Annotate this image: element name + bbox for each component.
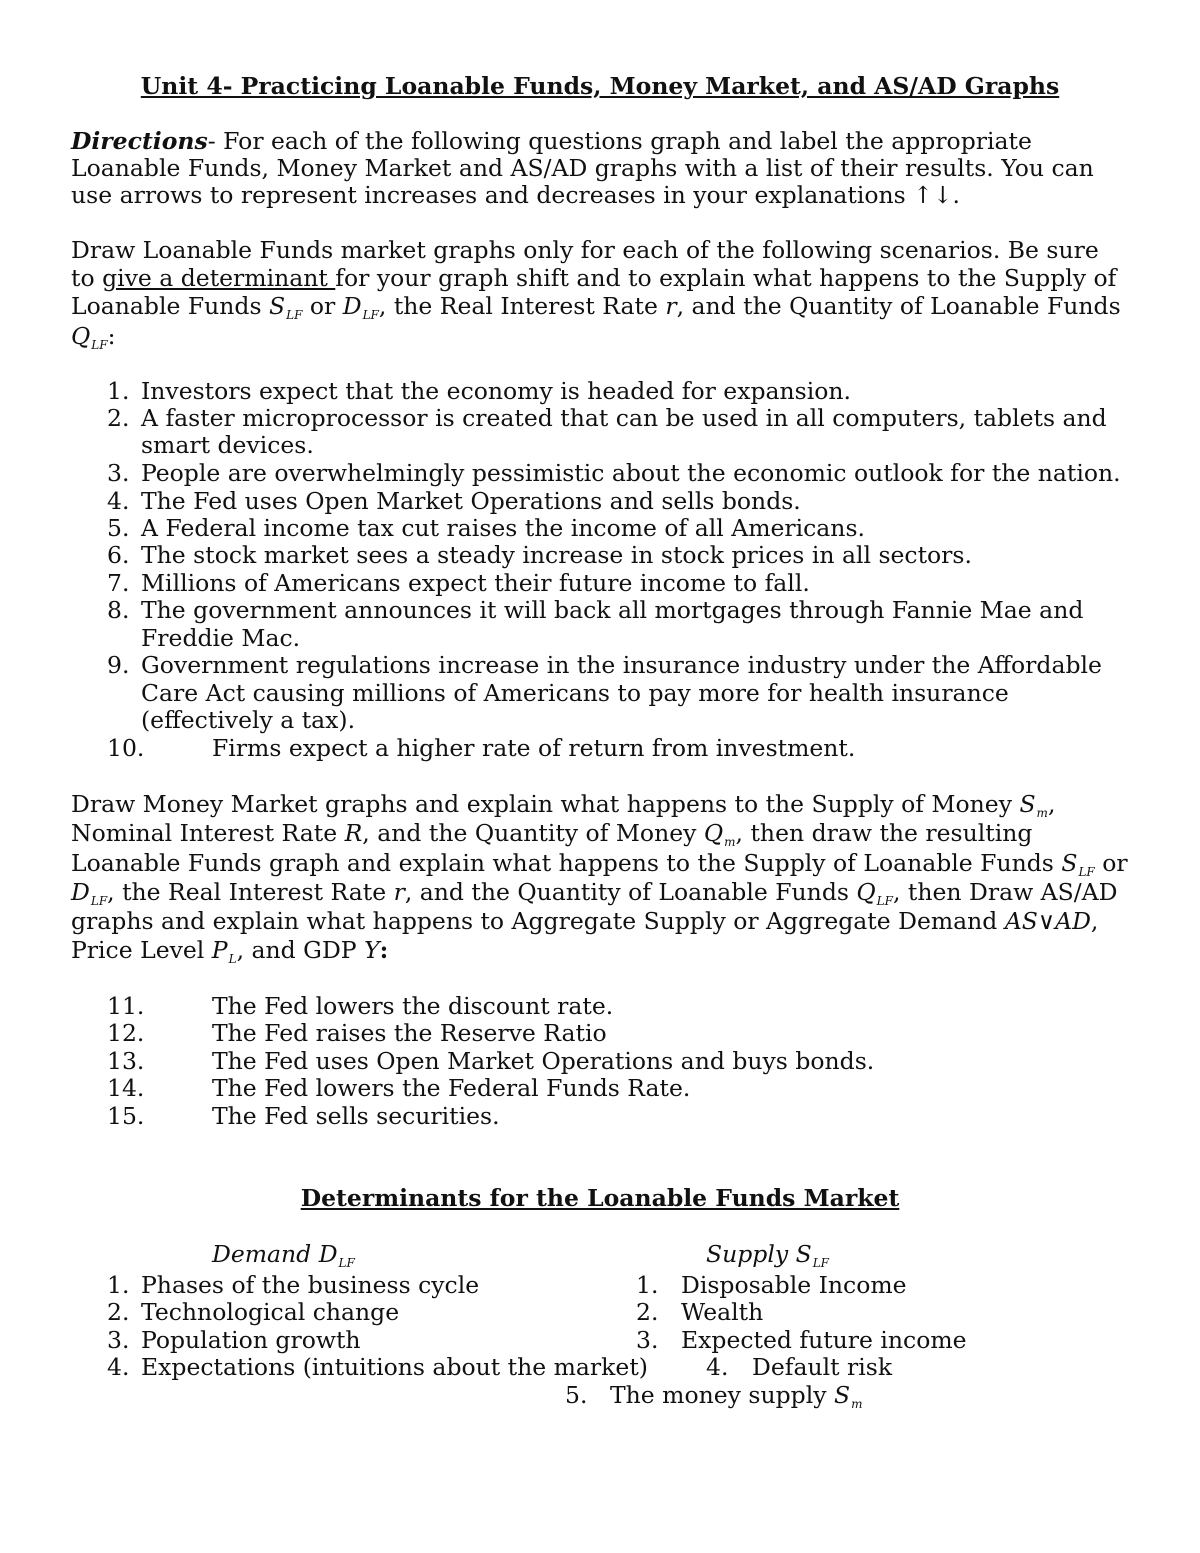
list-item-number: 2.: [107, 404, 130, 432]
subscript-lf: LF: [812, 1256, 829, 1270]
symbol-as-ad: AS∨AD: [1004, 907, 1091, 935]
list-item-number: 8.: [107, 596, 130, 624]
section1-text: :: [107, 322, 116, 350]
supply-label: Supply S: [706, 1240, 812, 1268]
section1-text: for your graph shift and to explain what happens to the Supply of: [335, 264, 1117, 292]
symbol-s: S: [1061, 849, 1078, 877]
demand-item-number: 3.: [107, 1326, 130, 1354]
supply-item-5: [610, 1381, 862, 1413]
demand-item: Technological change: [141, 1298, 400, 1326]
list-item-number: 6.: [107, 541, 130, 569]
supply-item: The money supply: [610, 1381, 834, 1409]
list-item-number: 3.: [107, 459, 130, 487]
list-item-continued: (effectively a tax).: [141, 706, 356, 734]
symbol-q: Q: [856, 878, 876, 906]
section1-text: or: [302, 292, 343, 320]
subscript-lf: LF: [91, 338, 108, 352]
section2-line-3: [71, 849, 1128, 881]
demand-label: Demand D: [212, 1240, 338, 1268]
supply-item-number: 4.: [706, 1353, 729, 1381]
section2-line-4: [71, 878, 1117, 910]
list-item: The Fed uses Open Market Operations and buys bonds.: [212, 1047, 875, 1075]
list-item-number: 14.: [107, 1074, 145, 1102]
section2-text: Price Level: [71, 936, 212, 964]
section2-text: Nominal Interest Rate: [71, 819, 345, 847]
demand-item-number: 4.: [107, 1353, 130, 1381]
section2-text: , the Real Interest Rate: [107, 878, 394, 906]
section2-text: ,: [1047, 790, 1056, 818]
page-title: Unit 4- Practicing Loanable Funds, Money Market, and AS/AD Graphs: [140, 72, 1060, 100]
list-item-number: 15.: [107, 1102, 145, 1130]
demand-column-label: [212, 1240, 355, 1272]
section2-text: , then Draw AS/AD: [892, 878, 1118, 906]
subscript-m: m: [724, 835, 736, 849]
supply-item: Wealth: [681, 1298, 764, 1326]
section1-text: , the Real Interest Rate: [378, 292, 666, 320]
section2-line-6: [71, 936, 388, 968]
section2-text: , and the Quantity of Loanable Funds: [404, 878, 857, 906]
demand-item: Population growth: [141, 1326, 361, 1354]
section1-text: to: [71, 264, 103, 292]
section2-text: or: [1094, 849, 1128, 877]
demand-item-number: 1.: [107, 1271, 130, 1299]
supply-item-number: 3.: [636, 1326, 659, 1354]
supply-column-label: [706, 1240, 829, 1272]
subscript-l: L: [228, 952, 237, 966]
list-item-number: 7.: [107, 569, 130, 597]
supply-item: Expected future income: [681, 1326, 967, 1354]
list-item: The Fed lowers the discount rate.: [212, 992, 614, 1020]
list-item-continued: Freddie Mac.: [141, 624, 301, 652]
subscript-lf: LF: [1078, 865, 1095, 879]
list-item: A faster microprocessor is created that can be used in all computers, tablets and: [141, 404, 1107, 432]
directions-label: Directions: [71, 127, 208, 155]
section2-line-1: [71, 790, 1055, 822]
section2-text: , and GDP: [236, 936, 365, 964]
symbol-y: Y: [364, 936, 380, 964]
list-item: Firms expect a higher rate of return from investment.: [212, 734, 856, 762]
section2-text: graphs and explain what happens to Aggregate Supply or Aggregate Demand: [71, 907, 1005, 935]
list-item-number: 12.: [107, 1019, 145, 1047]
list-item-number: 11.: [107, 992, 145, 1020]
symbol-r: r: [665, 292, 677, 320]
list-item: The government announces it will back all mortgages through Fannie Mae and: [141, 596, 1084, 624]
subscript-lf: LF: [876, 894, 893, 908]
determinants-heading: Determinants for the Loanable Funds Market: [300, 1184, 900, 1212]
section1-text: , and the Quantity of Loanable Funds: [676, 292, 1121, 320]
list-item: Millions of Americans expect their future income to fall.: [141, 569, 810, 597]
section2-text: , then draw the resulting: [735, 819, 1033, 847]
symbol-R: R: [344, 819, 363, 847]
section2-line-5: [71, 907, 1098, 935]
subscript-m: m: [1036, 806, 1048, 820]
subscript-lf: LF: [286, 308, 303, 322]
directions-dash: -: [207, 127, 216, 155]
symbol-s: S: [269, 292, 286, 320]
list-item-number: 4.: [107, 487, 130, 515]
list-item-number: 9.: [107, 651, 130, 679]
symbol-q: Q: [703, 819, 724, 847]
directions-text-1: For each of the following questions graph and label the appropriate: [215, 127, 1032, 155]
list-item-number: 13.: [107, 1047, 145, 1075]
section2-text: ,: [1090, 907, 1099, 935]
subscript-m: m: [851, 1397, 863, 1411]
directions-line-2: Loanable Funds, Money Market and AS/AD graphs with a list of their results. You can: [71, 154, 1094, 182]
subscript-lf: LF: [338, 1256, 355, 1270]
list-item-continued: Care Act causing millions of Americans to pay more for health insurance: [141, 679, 1009, 707]
section1-line-3: [71, 292, 1121, 324]
list-item: The Fed sells securities.: [212, 1102, 500, 1130]
symbol-s: S: [833, 1381, 851, 1409]
list-item-number: 5.: [107, 514, 130, 542]
symbol-q: Q: [71, 322, 91, 350]
list-item-number: 10.: [107, 734, 145, 762]
section2-line-2: [71, 819, 1032, 851]
list-item: People are overwhelmingly pessimistic about the economic outlook for the nation.: [141, 459, 1121, 487]
list-item: Investors expect that the economy is headed for expansion.: [141, 377, 851, 405]
demand-item: Phases of the business cycle: [141, 1271, 480, 1299]
supply-item-number: 5.: [565, 1381, 588, 1409]
symbol-r: r: [393, 878, 405, 906]
section2-text: :: [379, 936, 389, 964]
supply-item: Default risk: [752, 1353, 893, 1381]
list-item: The Fed uses Open Market Operations and sells bonds.: [141, 487, 801, 515]
section1-line-2: [71, 264, 1116, 292]
section1-text: Loanable Funds: [71, 292, 269, 320]
section1-line-4: [71, 322, 116, 354]
section2-text: Loanable Funds graph and explain what happens to the Supply of Loanable Funds: [71, 849, 1062, 877]
list-item: The stock market sees a steady increase in stock prices in all sectors.: [141, 541, 972, 569]
demand-item-number: 2.: [107, 1298, 130, 1326]
list-item-number: 1.: [107, 377, 130, 405]
subscript-lf: LF: [362, 308, 379, 322]
supply-item-number: 1.: [636, 1271, 659, 1299]
list-item: The Fed raises the Reserve Ratio: [212, 1019, 607, 1047]
section2-text: , and the Quantity of Money: [362, 819, 704, 847]
symbol-d: D: [71, 878, 90, 906]
supply-item: Disposable Income: [681, 1271, 907, 1299]
list-item: Government regulations increase in the insurance industry under the Affordable: [141, 651, 1102, 679]
list-item-continued: smart devices.: [141, 431, 314, 459]
section2-text: Draw Money Market graphs and explain what happens to the Supply of Money: [71, 790, 1020, 818]
demand-item: Expectations (intuitions about the market): [141, 1353, 648, 1381]
section1-line-1: Draw Loanable Funds market graphs only for each of the following scenarios. Be sure: [71, 236, 1099, 264]
list-item: The Fed lowers the Federal Funds Rate.: [212, 1074, 691, 1102]
subscript-lf: LF: [90, 894, 108, 908]
directions-line-3: use arrows to represent increases and decreases in your explanations ↑↓.: [71, 181, 961, 209]
symbol-p: P: [211, 936, 228, 964]
supply-item-number: 2.: [636, 1298, 659, 1326]
determinant-underlined: give a determinant: [102, 264, 336, 292]
symbol-s: S: [1019, 790, 1036, 818]
symbol-d: D: [342, 292, 362, 320]
directions-line-1: [71, 127, 1032, 155]
list-item: A Federal income tax cut raises the income of all Americans.: [141, 514, 865, 542]
